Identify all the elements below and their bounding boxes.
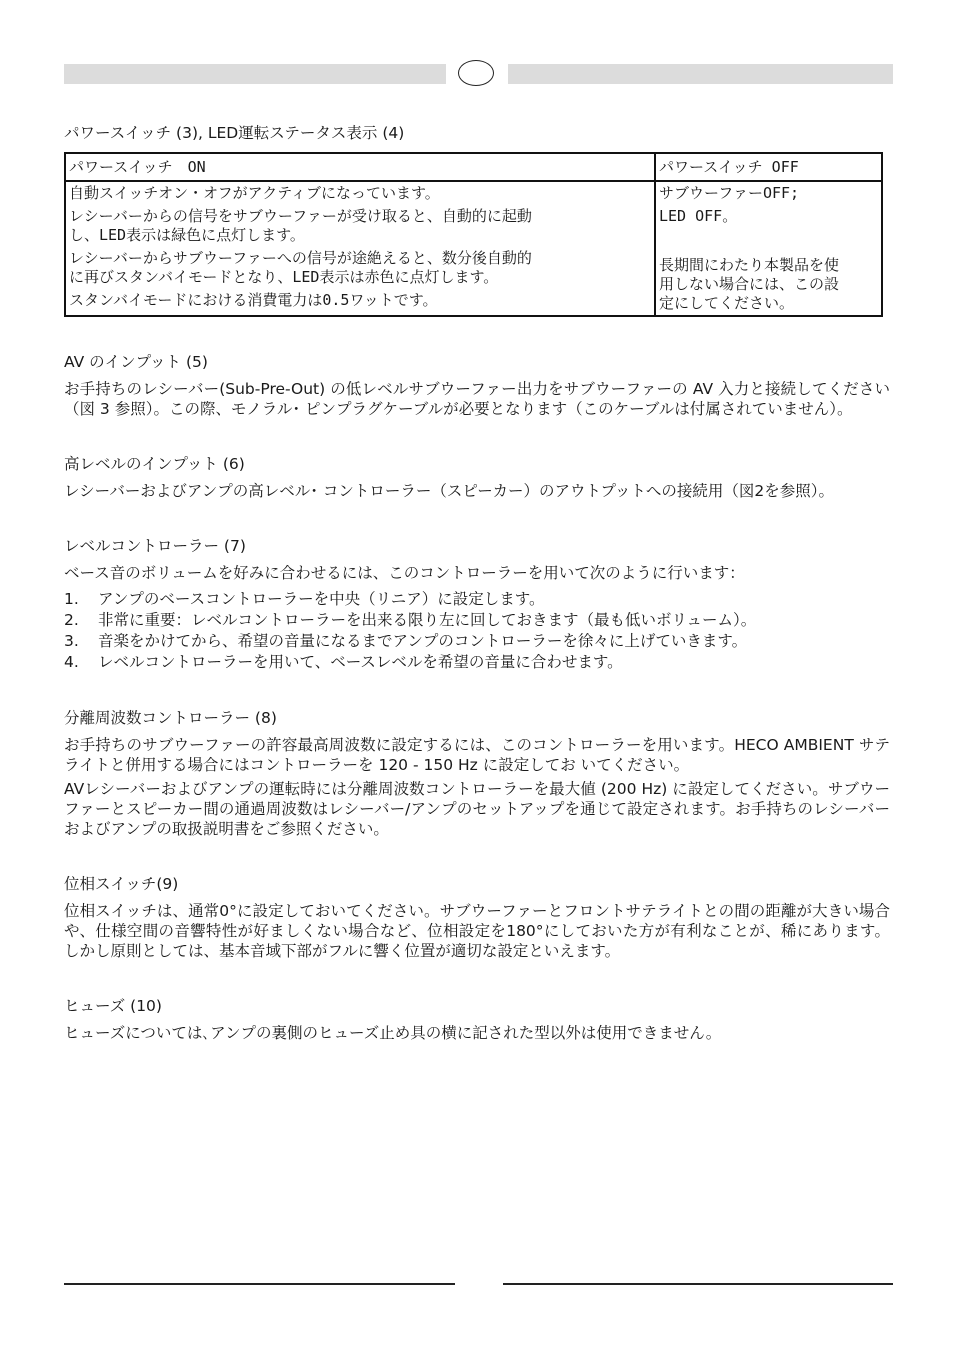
off-line: LED OFF。	[659, 207, 738, 225]
step-number: 2.	[64, 611, 79, 629]
phase-switch-section	[64, 873, 890, 961]
step-number: 4.	[64, 653, 79, 671]
header-bar-right	[508, 64, 893, 84]
section-body: お手持ちのレシーバー(Sub-Pre-Out) の低レベルサブウーファー出力をサブウーファーの AV 入力と接続してください（図 3 参照）。この際、モノラル･ ピンプラグケーブルが必要となります（このケーブルは付属されていません）。	[64, 380, 890, 418]
list-item	[64, 652, 890, 673]
section-title: 高レベルのインプット (6)	[64, 455, 245, 473]
high-level-input-section	[64, 453, 890, 501]
power-section	[64, 122, 890, 317]
page-content	[64, 122, 890, 1043]
crossover-section	[64, 707, 890, 839]
fuse-section	[64, 995, 890, 1043]
section-body: AVレシーバーおよびアンプの運転時には分離周波数コントローラーを最大値 (200 Hz) に設定してください。サブウーファーとスピーカー間の通過周波数はレシーバー/アンプのセットアップを通じて設定されます。お手持ちのレシーバーおよびアンプの取扱説明書をご参照ください。	[64, 780, 890, 838]
on-line: レシーバーからサブウーファーへの信号が途絶えると、数分後自動的	[69, 249, 532, 267]
level-controller-section	[64, 535, 890, 673]
av-input-section	[64, 351, 890, 419]
power-switch-table	[64, 152, 883, 317]
section-body: 位相スイッチは、通常0°に設定しておいてください。サブウーファーとフロントサテライトとの間の距離が大きい場合や、仕様空間の音響特性が好ましくない場合など、位相設定を180°にしておいた方が有利なことが、稀にあります。しかし原則としては、基本音域下部がフルに響く位置が適切な設定といえます。	[64, 902, 890, 960]
section-body: レシーバーおよびアンプの高レベル･ コントローラー（スピーカー）のアウトプットへの接続用（図2を参照）。	[64, 482, 835, 500]
step-text: 非常に重要：レベルコントローラーを出来る限り左に回しておきます（最も低いボリューム）。	[98, 611, 757, 629]
section-title: 分離周波数コントローラー (8)	[64, 709, 277, 727]
step-text: レベルコントローラーを用いて、ベースレベルを希望の音量に合わせます。	[98, 653, 623, 671]
section-title: レベルコントローラー (7)	[64, 537, 246, 555]
step-number: 1.	[64, 590, 79, 608]
list-item	[64, 631, 890, 652]
step-text: アンプのベースコントローラーを中央（リニア）に設定します。	[98, 590, 545, 608]
on-line: し、LED表示は緑色に点灯します。	[69, 226, 305, 244]
section-body: ヒューズについては､アンプの裏側のヒューズ止め具の横に記された型以外は使用できません。	[64, 1024, 722, 1042]
list-item	[64, 610, 890, 631]
list-item	[64, 589, 890, 610]
section-title: ヒューズ (10)	[64, 997, 162, 1015]
steps-list	[64, 589, 890, 673]
table-header-on: パワースイッチ ON	[65, 153, 655, 181]
off-line: 定にしてください。	[659, 294, 795, 312]
table-header-off: パワースイッチ OFF	[655, 153, 882, 181]
header-bar-left	[64, 64, 446, 84]
section-title: AV のインプット (5)	[64, 353, 208, 371]
off-line: サブウーファーOFF;	[659, 184, 800, 202]
table-cell-off	[655, 181, 882, 316]
on-line: レシーバーからの信号をサブウーファーが受け取ると、自動的に起動	[69, 207, 532, 225]
footer-line-left	[64, 1283, 455, 1285]
section-intro: ベース音のボリュームを好みに合わせるには、このコントローラーを用いて次のように行います：	[64, 564, 745, 582]
table-cell-on	[65, 181, 655, 316]
step-number: 3.	[64, 632, 79, 650]
on-line: に再びスタンバイモードとなり、LED表示は赤色に点灯します。	[69, 268, 499, 286]
header-oval-icon	[458, 60, 494, 86]
section-body: お手持ちのサブウーファーの許容最高周波数に設定するには、このコントローラーを用います。HECO AMBIENT サテライトと併用する場合にはコントローラーを 120 - 150 Hz に設定してお いてください。	[64, 736, 890, 774]
on-line: 自動スイッチオン・オフがアクティブになっています。	[69, 184, 440, 202]
footer-line-right	[503, 1283, 893, 1285]
section-title: 位相スイッチ(9)	[64, 875, 179, 893]
power-section-title: パワースイッチ (3), LED運転ステータス表示 (4)	[64, 124, 405, 142]
step-text: 音楽をかけてから、希望の音量になるまでアンプのコントローラーを徐々に上げていきます。	[98, 632, 748, 650]
on-line: スタンバイモードにおける消費電力は0.5ワットです。	[69, 291, 438, 309]
off-line: 用しない場合には、この設	[659, 275, 840, 293]
off-line: 長期間にわたり本製品を使	[659, 256, 840, 274]
